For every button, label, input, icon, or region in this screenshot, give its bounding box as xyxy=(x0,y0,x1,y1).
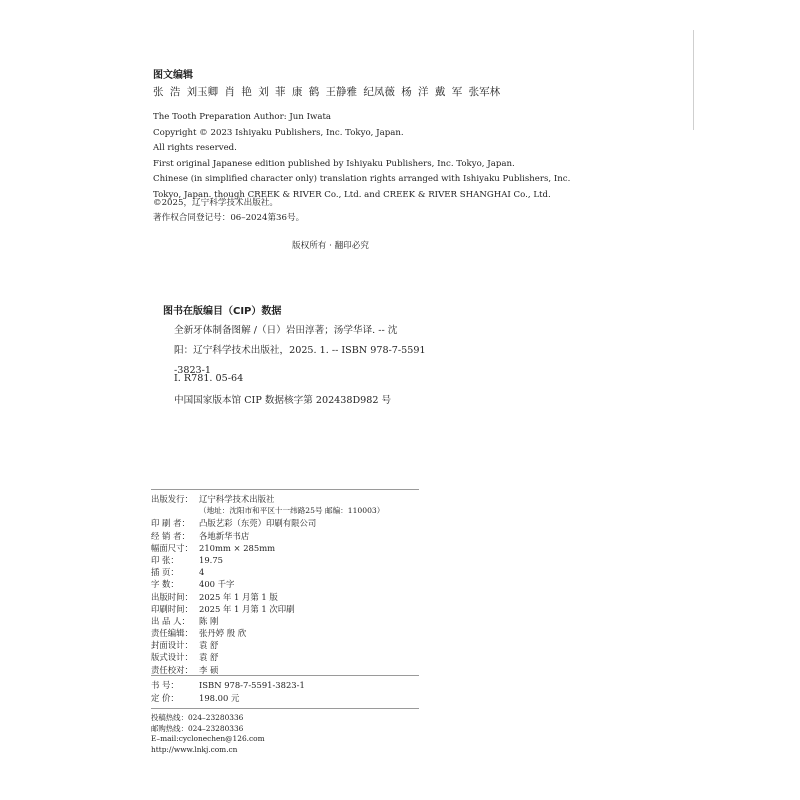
divider-top xyxy=(151,489,419,490)
contract-registration-line: 著作权合同登记号：06–2024第36号。 xyxy=(153,213,305,223)
publisher-address: （地址：沈阳市和平区十一纬路25号 邮编：110003） xyxy=(199,506,385,516)
email-address: E–mail:cyclonechen@126.com xyxy=(151,734,265,743)
publisher-row xyxy=(151,493,384,505)
divider-bottom xyxy=(151,708,419,709)
pub-value: 张丹婷 殷 欣 xyxy=(199,628,247,639)
divider-middle xyxy=(151,675,419,676)
pub-row xyxy=(151,591,384,603)
rights-line: The Tooth Preparation Author: Jun Iwata xyxy=(153,112,332,122)
pub-row xyxy=(151,517,384,529)
pub-value: 400 千字 xyxy=(199,579,235,590)
pub-value: 210mm × 285mm xyxy=(199,542,276,553)
pub-label: 出版时间： xyxy=(151,591,193,602)
price-value: 198.00 元 xyxy=(199,692,240,703)
pub-row xyxy=(151,542,384,554)
cip-line: 全新牙体制备图解 /（日）岩田淳著；汤学华译. -- 沈 xyxy=(174,325,398,336)
rights-line: Copyright © 2023 Ishiyaku Publishers, Inc. Tokyo, Japan. xyxy=(153,127,404,138)
rights-reserved-notice: 版权所有 · 翻印必究 xyxy=(292,241,369,251)
pub-label: 印刷时间： xyxy=(151,603,193,614)
copyright-line: ©2025，辽宁科学技术出版社。 xyxy=(153,198,278,208)
isbn-row xyxy=(151,679,305,692)
pub-value: 李 硕 xyxy=(199,664,219,675)
page-edge-line xyxy=(693,30,694,130)
pub-row xyxy=(151,554,384,566)
pub-value: 凸版艺彩（东莞）印刷有限公司 xyxy=(199,518,317,529)
pub-label: 版式设计： xyxy=(151,652,193,663)
publication-info xyxy=(151,493,384,676)
rights-line: First original Japanese edition published by Ishiyaku Publishers, Inc. Tokyo, Japan. xyxy=(153,158,515,169)
cip-line: 阳：辽宁科学技术出版社，2025. 1. -- ISBN 978-7-5591 xyxy=(174,345,426,356)
pub-value: 袁 舒 xyxy=(199,652,219,663)
pub-label: 封面设计： xyxy=(151,640,193,651)
rights-line: Chinese (in simplified character only) translation rights arranged with Ishiyaku Publishers, Inc. xyxy=(153,174,571,184)
pub-label: 印 刷 者： xyxy=(151,518,190,529)
rights-line: All rights reserved. xyxy=(153,143,237,153)
pub-row xyxy=(151,578,384,590)
pub-label: 责任编辑： xyxy=(151,628,193,639)
pub-value: 各地新华书店 xyxy=(199,530,250,541)
pub-row xyxy=(151,639,384,651)
pub-label: 幅面尺寸： xyxy=(151,542,193,553)
pub-value: 2025 年 1 月第 1 次印刷 xyxy=(199,603,295,614)
pub-row xyxy=(151,566,384,578)
isbn-value: ISBN 978-7-5591-3823-1 xyxy=(199,680,305,690)
cip-classification: Ⅰ. R781. 05-64 xyxy=(174,373,244,384)
pub-value: 陈 刚 xyxy=(199,615,219,626)
pub-row xyxy=(151,664,384,676)
price-label: 定 价： xyxy=(151,692,179,703)
cip-body xyxy=(174,321,426,381)
submission-hotline: 投稿热线：024–23280336 xyxy=(151,713,244,722)
cip-line: -3823-1 xyxy=(174,365,212,376)
isbn-label: 书 号： xyxy=(151,680,179,690)
pub-label: 出 品 人： xyxy=(151,615,190,626)
mail-order-hotline: 邮购热线：024–23280336 xyxy=(151,723,244,733)
pub-label: 插 页： xyxy=(151,567,179,578)
pub-value: 2025 年 1 月第 1 版 xyxy=(199,591,278,602)
chinese-rights-block xyxy=(153,196,304,226)
pub-value: 袁 舒 xyxy=(199,640,219,651)
pub-label: 责任校对： xyxy=(151,664,193,675)
rights-line: Tokyo, Japan. though CREEK & RIVER Co., Ltd. and CREEK & RIVER SHANGHAI Co., Ltd. xyxy=(153,189,551,200)
credits-names: 张 浩 刘玉卿 肖 艳 刘 菲 康 鹤 王静雅 纪凤薇 杨 洋 戴 军 张军林 xyxy=(153,86,501,98)
pub-row xyxy=(151,627,384,639)
price-row xyxy=(151,692,305,705)
pub-label: 经 销 者： xyxy=(151,530,190,541)
isbn-price-block xyxy=(151,679,305,704)
contact-block xyxy=(151,713,265,755)
pub-value: 4 xyxy=(199,567,205,578)
pub-label: 印 张： xyxy=(151,554,179,565)
pub-row xyxy=(151,651,384,663)
pub-row xyxy=(151,603,384,615)
pub-row xyxy=(151,615,384,627)
pub-label: 字 数： xyxy=(151,579,179,590)
foreign-rights-block xyxy=(153,110,570,203)
website-url: http://www.lnkj.com.cn xyxy=(151,744,238,754)
pub-row xyxy=(151,530,384,542)
publisher-value: 辽宁科学技术出版社 xyxy=(199,494,275,504)
cip-record-number: 中国国家版本馆 CIP 数据核字第 202438D982 号 xyxy=(174,395,392,406)
credits-title: 图文编辑 xyxy=(153,70,193,81)
pub-value: 19.75 xyxy=(199,554,223,565)
publisher-label: 出版发行： xyxy=(151,494,193,504)
cip-title: 图书在版编目（CIP）数据 xyxy=(163,306,282,317)
